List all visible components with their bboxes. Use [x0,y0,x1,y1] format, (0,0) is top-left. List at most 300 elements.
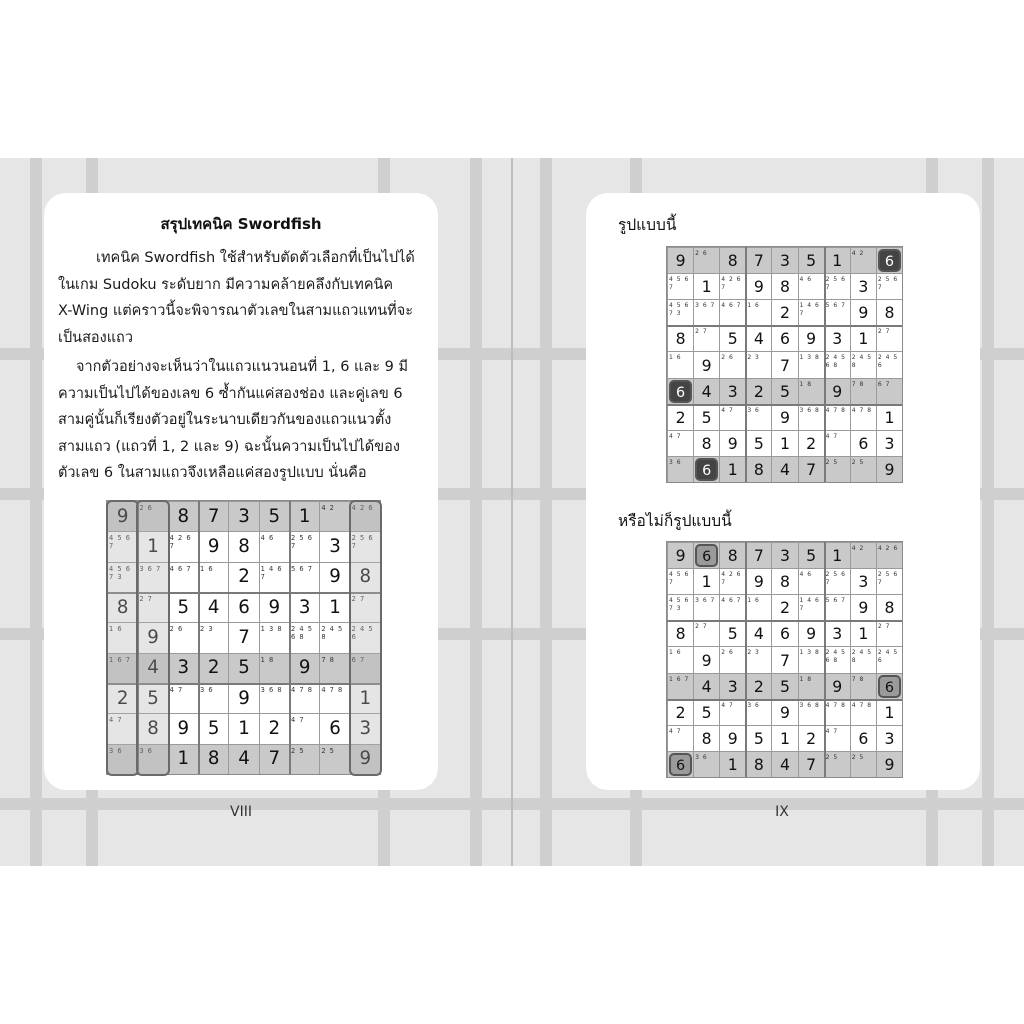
cell-candidates: 2 5 [851,753,865,761]
sudoku-cell [668,431,693,456]
sudoku-cell [799,300,824,325]
sudoku-cell [260,654,289,683]
sudoku-cell [668,621,693,646]
sudoku-cell [668,300,693,325]
text-line: ความเป็นไปได้ของเลข 6 ซ้ำกันแค่สองช่อง และคู่เลข 6 [58,385,403,402]
sudoku-cell [199,563,228,592]
sudoku-cell [668,248,693,273]
cell-value: 8 [675,329,686,349]
cell-value: 5 [727,329,738,349]
sudoku-cell [825,569,850,594]
cell-candidates: 4 2 6 7 [721,276,742,292]
highlighted-six [878,675,901,698]
sudoku-cell [199,714,228,743]
cell-value: 8 [675,624,686,644]
sudoku-cell [260,745,289,774]
sudoku-cell [668,752,693,777]
cell-candidates: 1 3 8 [799,354,820,362]
cell-value: 6 [702,463,712,479]
sudoku-cell [694,569,719,594]
cell-value: 1 [858,329,869,349]
cell-candidates: 2 5 6 7 [825,276,846,292]
sudoku-cell [694,274,719,299]
cell-value: 1 [727,755,738,774]
sudoku-cell [746,405,771,430]
cell-candidates: 5 6 7 [291,564,313,573]
sudoku-cell [877,569,902,594]
cell-candidates: 4 7 [825,432,839,440]
cell-value: 6 [780,329,790,349]
sudoku-cell [668,274,693,299]
block-divider [667,620,902,622]
cell-candidates: 4 5 6 7 [669,571,690,587]
sudoku-cell [320,684,349,713]
sudoku-cell [290,593,319,622]
sudoku-cell [199,684,228,713]
cell-value: 2 [753,676,764,696]
cell-value: 8 [780,572,790,592]
cell-candidates: 2 6 [721,354,734,362]
sudoku-cell [746,752,771,777]
cell-candidates: 2 6 [139,504,153,512]
sudoku-cell [825,700,850,725]
cell-candidates: 2 3 [747,354,760,362]
cell-value: 4 [207,596,220,618]
cell-candidates: 2 5 6 7 [291,534,313,551]
sudoku-cell [694,379,719,404]
sudoku-cell [169,593,198,622]
cell-value: 3 [884,433,895,453]
cell-candidates: 4 7 8 [321,686,344,694]
sudoku-cell [320,502,349,531]
sudoku-cell [851,726,876,751]
sudoku-cell [320,745,349,774]
sudoku-cell [851,326,876,351]
cell-value: 2 [207,657,220,679]
cell-value: 4 [780,460,790,479]
cell-candidates: 2 6 [169,625,184,634]
sudoku-cell [772,352,797,377]
sudoku-cell [825,726,850,751]
cell-candidates: 2 4 5 6 8 [825,354,846,370]
cell-candidates: 1 8 [799,675,813,683]
cell-value: 7 [207,505,220,527]
sudoku-cell [746,726,771,751]
sudoku-cell [825,621,850,646]
cell-candidates: 4 2 [851,250,865,257]
sudoku-cell [877,700,902,725]
sudoku-cell [694,674,719,699]
sudoku-cell [799,457,824,482]
sudoku-cell [694,647,719,672]
cell-value: 3 [832,624,843,644]
sudoku-cell [825,405,850,430]
highlighted-six [669,380,692,403]
block-divider [745,247,747,482]
cell-candidates: 2 5 [321,746,335,755]
cell-value: 9 [675,251,686,271]
cell-value: 8 [701,728,712,748]
sudoku-cell [851,431,876,456]
cell-candidates: 2 5 6 7 [877,571,899,587]
sudoku-cell [169,745,198,774]
cell-candidates: 4 5 6 7 [669,276,690,292]
sudoku-cell [720,300,745,325]
sudoku-cell [825,595,850,620]
sudoku-cell [668,595,693,620]
sudoku-cell [877,379,902,404]
cell-candidates: 4 6 7 [721,302,742,310]
cell-value: 9 [806,329,817,349]
cell-candidates: 2 5 6 7 [351,534,374,551]
sudoku-cell [825,752,850,777]
sudoku-cell [877,752,902,777]
cell-candidates: 2 3 [200,625,214,634]
block-divider [198,501,200,774]
cell-candidates: 4 6 7 [721,597,742,605]
cell-value: 9 [238,687,250,709]
sudoku-cell [772,595,797,620]
cell-candidates: 4 2 [851,545,865,552]
sudoku-cell [746,274,771,299]
sudoku-cell [694,431,719,456]
sudoku-cell [720,621,745,646]
book-spine [511,158,513,866]
cell-value: 5 [238,657,250,679]
cell-candidates: 3 6 [669,458,682,466]
sudoku-cell [772,543,797,568]
sudoku-cell [720,379,745,404]
cell-value: 4 [701,381,712,401]
sudoku-cell [169,654,198,683]
cell-value: 9 [858,303,869,323]
sudoku-cell [720,405,745,430]
cell-value: 7 [806,460,817,479]
cell-value: 3 [727,676,738,696]
cell-candidates: 4 5 6 7 3 [109,564,131,581]
cell-candidates: 3 6 7 [139,564,162,573]
sudoku-cell [772,752,797,777]
block-divider [824,247,826,482]
sudoku-cell [825,248,850,273]
sudoku-cell [320,623,349,652]
sudoku-cell [825,300,850,325]
cell-value: 2 [238,566,250,588]
sudoku-cell [290,684,319,713]
cell-value: 5 [701,407,712,427]
cell-value: 5 [806,546,817,566]
block-divider [667,699,902,701]
block-divider [824,542,826,777]
cell-candidates: 2 4 5 8 [851,354,873,370]
sudoku-cell [772,457,797,482]
sudoku-cell [290,563,319,592]
sudoku-cell [694,405,719,430]
cell-candidates: 4 7 [669,432,682,440]
cell-candidates: 7 8 [851,675,865,683]
cell-value: 1 [780,728,790,748]
cell-value: 9 [727,433,738,453]
sudoku-cell [799,726,824,751]
cell-candidates: 3 6 7 [695,302,716,310]
cell-candidates: 7 8 [851,380,865,388]
sudoku-cell [746,248,771,273]
cell-candidates: 2 7 [139,595,153,603]
explanation-paragraph [58,354,426,487]
sudoku-cell [851,700,876,725]
cell-value: 6 [884,254,894,271]
sudoku-cell [694,595,719,620]
sudoku-cell [229,502,258,531]
column-highlight [106,500,139,776]
sudoku-cell [799,647,824,672]
sudoku-cell [772,379,797,404]
sudoku-cell [799,621,824,646]
sudoku-cell [290,714,319,743]
cell-value: 1 [858,624,869,644]
sudoku-cell [260,714,289,743]
sudoku-cell [851,752,876,777]
cell-value: 3 [177,657,190,679]
sudoku-cell [746,700,771,725]
sudoku-cell [772,647,797,672]
sudoku-cell [260,532,289,561]
cell-value: 8 [116,596,129,618]
pattern-2-heading: หรือไม่ก็รูปแบบนี้ [618,512,732,530]
sudoku-cell [668,674,693,699]
cell-candidates: 2 6 [695,250,708,257]
sudoku-cell [668,647,693,672]
cell-candidates: 1 6 [747,302,760,310]
sudoku-cell [772,248,797,273]
cell-value: 9 [207,535,220,557]
sudoku-cell [746,543,771,568]
sudoku-cell [260,623,289,652]
highlighted-six [669,753,692,776]
cell-value: 2 [268,717,281,739]
sudoku-cell [799,431,824,456]
sudoku-cell [851,300,876,325]
cell-value: 7 [780,650,790,670]
cell-value: 1 [359,687,372,709]
cell-value: 2 [806,728,817,748]
cell-value: 2 [806,433,817,453]
cell-value: 5 [701,702,712,722]
cell-candidates: 2 5 [851,458,865,466]
cell-candidates: 1 8 [260,655,275,664]
sudoku-cell [720,326,745,351]
sudoku-cell [799,674,824,699]
cell-value: 7 [753,546,764,566]
cell-candidates: 4 2 6 7 [721,571,742,587]
sudoku-cell [746,647,771,672]
sudoku-cell [851,543,876,568]
sudoku-cell [799,274,824,299]
cell-value: 5 [780,676,790,696]
sudoku-cell [694,726,719,751]
pattern-1-heading: รูปแบบนี้ [618,216,677,234]
cell-value: 5 [727,624,738,644]
cell-candidates: 4 7 8 [825,406,846,414]
cell-value: 1 [832,546,843,566]
cell-value: 3 [298,596,311,618]
page-number-right: IX [775,804,789,820]
sudoku-cell [851,647,876,672]
cell-candidates: 6 7 [877,380,891,388]
intro-paragraph [58,245,426,351]
cell-candidates: 2 7 [877,623,891,631]
sudoku-cell [290,502,319,531]
cell-candidates: 7 8 [321,655,335,664]
sudoku-cell [720,352,745,377]
cell-candidates: 2 4 5 8 [321,625,344,642]
cell-value: 1 [701,277,712,297]
cell-value: 8 [701,433,712,453]
sudoku-cell [290,532,319,561]
cell-value: 1 [832,251,843,271]
sudoku-cell [260,684,289,713]
sudoku-cell [320,654,349,683]
text-line: ตัวเลข 6 ในสามแถวจึงเหลือแค่สองรูปแบบ นั่นคือ [58,465,367,481]
highlighted-six [695,544,718,567]
block-divider [289,501,291,774]
sudoku-cell [720,752,745,777]
cell-value: 4 [238,748,250,770]
sudoku-cell [694,326,719,351]
cell-value: 5 [753,728,764,748]
cell-value: 4 [753,329,764,349]
sudoku-cell [851,674,876,699]
sudoku-cell [799,700,824,725]
cell-value: 8 [753,460,764,479]
text-line: จากตัวอย่างจะเห็นว่าในแถวแนวนอนที่ 1, 6 และ 9 มี [76,359,409,375]
sudoku-cell [825,431,850,456]
sudoku-grid-pattern-1 [666,246,903,483]
sudoku-cell [772,274,797,299]
cell-value: 6 [238,596,250,618]
sudoku-cell [260,502,289,531]
cell-value: 8 [147,717,159,739]
sudoku-cell [169,502,198,531]
sudoku-cell [851,621,876,646]
sudoku-cell [746,674,771,699]
cell-value: 5 [780,381,790,401]
block-divider [667,325,902,327]
sudoku-cell [772,726,797,751]
sudoku-cell [169,623,198,652]
sudoku-cell [877,352,902,377]
cell-candidates: 4 5 6 7 3 [669,302,690,318]
block-divider [745,542,747,777]
sudoku-cell [772,300,797,325]
sudoku-cell [169,563,198,592]
cell-candidates: 3 6 [695,753,708,761]
sudoku-cell [720,647,745,672]
sudoku-cell [877,647,902,672]
cell-value: 1 [884,407,895,427]
sudoku-cell [668,726,693,751]
sudoku-cell [720,248,745,273]
cell-value: 9 [727,728,738,748]
sudoku-cell [169,714,198,743]
cell-candidates: 3 6 8 [799,406,820,414]
sudoku-cell [825,543,850,568]
sudoku-cell [290,654,319,683]
sudoku-cell [229,654,258,683]
sudoku-cell [229,563,258,592]
cell-candidates: 1 4 6 7 [260,564,283,581]
sudoku-cell [746,431,771,456]
cell-candidates: 4 7 [721,406,734,414]
cell-value: 4 [701,676,712,696]
cell-value: 7 [806,755,817,774]
cell-candidates: 4 2 [321,504,335,512]
cell-candidates: 2 4 5 6 8 [291,625,313,642]
cell-value: 9 [884,460,895,479]
sudoku-cell [169,532,198,561]
sudoku-cell [199,745,228,774]
sudoku-cell [720,569,745,594]
cell-candidates: 4 7 [669,727,682,735]
cell-value: 2 [780,598,790,618]
cell-candidates: 3 6 [109,746,123,755]
sudoku-cell [772,621,797,646]
cell-value: 8 [207,748,220,770]
cell-value: 3 [359,717,372,739]
sudoku-cell [320,563,349,592]
cell-candidates: 3 6 8 [799,701,820,709]
sudoku-cell [229,593,258,622]
cell-value: 6 [858,728,869,748]
cell-value: 1 [701,572,712,592]
cell-value: 1 [238,717,250,739]
sudoku-cell [772,405,797,430]
sudoku-cell [668,700,693,725]
sudoku-grid-swordfish [106,500,381,775]
sudoku-cell [694,700,719,725]
sudoku-cell [772,326,797,351]
cell-value: 8 [727,546,738,566]
cell-value: 1 [147,535,159,557]
sudoku-cell [746,569,771,594]
cell-value: 3 [780,546,790,566]
sudoku-cell [668,457,693,482]
cell-candidates: 2 4 5 8 [851,649,873,665]
cell-value: 5 [147,687,159,709]
cell-candidates: 4 7 [109,716,123,725]
cell-value: 7 [780,355,790,375]
sudoku-cell [746,300,771,325]
cell-value: 1 [780,433,790,453]
cell-value: 1 [177,748,190,770]
cell-value: 7 [753,251,764,271]
cell-candidates: 2 4 5 6 [351,625,374,642]
cell-candidates: 2 3 [747,649,760,657]
cell-candidates: 1 6 [109,625,123,634]
cell-value: 1 [884,702,895,722]
cell-value: 6 [329,717,341,739]
sudoku-cell [825,647,850,672]
cell-value: 1 [329,596,341,618]
sudoku-cell [877,248,902,273]
highlighted-six [878,249,901,272]
cell-candidates: 4 2 6 [351,504,374,512]
sudoku-cell [851,379,876,404]
sudoku-cell [877,300,902,325]
sudoku-cell [851,274,876,299]
sudoku-cell [720,726,745,751]
block-divider [667,404,902,406]
